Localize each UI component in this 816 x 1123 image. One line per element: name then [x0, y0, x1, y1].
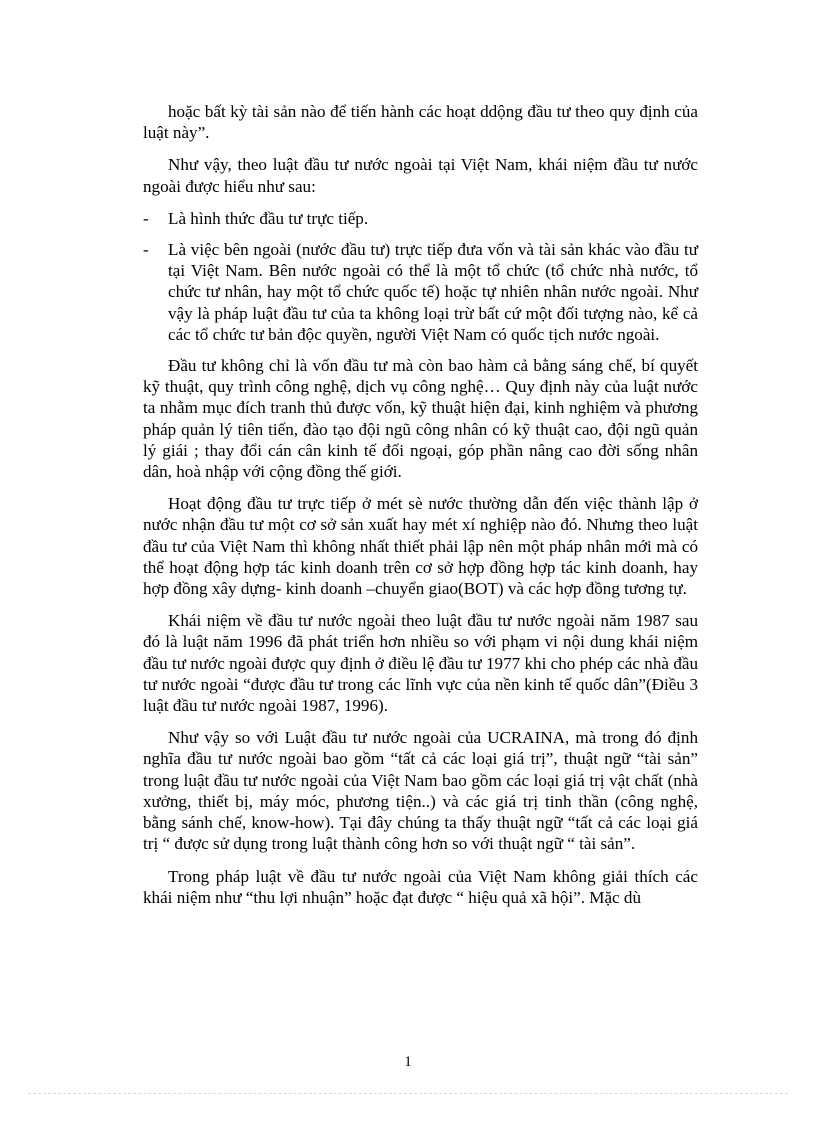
list-item-text: Là việc bên ngoài (nước đầu tư) trực tiếp đưa vốn và tài sản khác vào đầu tư tại Việt Nam. Bên nước ngoài có thể là một tổ chức (tổ chức nhà nước, tổ chức tư nhân, hay một tổ chức quốc tế) hoặc tự nhiên nhân nước ngoài. Như vậy là pháp luật đầu tư của ta không loại trừ bất cứ một đối tượng nào, kể cả các tổ chức tư bản độc quyền, người Việt Nam có quốc tịch nước ngoài. [168, 240, 698, 344]
paragraph: hoặc bất kỳ tài sản nào để tiến hành các hoạt ddộng đầu tư theo quy định của luật này”. [143, 102, 698, 143]
list-marker: - [143, 208, 149, 228]
list-marker: - [143, 240, 149, 260]
list-item-text: Là hình thức đầu tư trực tiếp. [168, 208, 369, 228]
paragraph: Khái niệm về đầu tư nước ngoài theo luật đầu tư nước ngoài năm 1987 sau đó là luật năm 1996 đã phát triển hơn nhiều so với phạm vi nội dung khái niệm đầu tư nước ngoài được quy định ở điều lệ đầu tư 1977 khi cho phép các nhà đầu tư nước ngoài “được đầu tư trong các lĩnh vực của nền kinh tế quốc dân”(Điều 3 luật đầu tư nước ngoài 1987, 1996). [143, 611, 698, 716]
paragraph: Hoạt động đầu tư trực tiếp ở mét sè nước thường dẫn đến việc thành lập ở nước nhận đầu tư một cơ sở sản xuất hay mét xí nghiệp nào đó. Nhưng theo luật đầu tư của Việt Nam thì không nhất thiết phải lập nên một pháp nhân mới mà có thể hoạt động hợp tác kinh doanh trên cơ sở hợp đồng hợp tác kinh doanh, hay hợp đồng xây dựng- kinh doanh –chuyển giao(BOT) và các hợp đồng tương tự. [143, 494, 698, 599]
paragraph: Như vậy so với Luật đầu tư nước ngoài của UCRAINA, mà trong đó định nghĩa đầu tư nước ngoài bao gồm “tất cả các loại giá trị”, thuật ngữ “tài sản” trong luật đầu tư nước ngoài của Việt Nam bao gồm các loại giá trị vật chất (nhà xưởng, thiết bị, máy móc, phương tiện..) và các giá trị tinh thần (công nghệ, bằng sánh chế, know-how). Tại đây chúng ta thấy thuật ngữ “tất cả các loại giá trị “ được sử dụng trong luật thành công hơn so với thuật ngữ “ tài sản”. [143, 728, 698, 854]
document-body [143, 101, 698, 919]
list-item [143, 208, 698, 229]
paragraph: Như vậy, theo luật đầu tư nước ngoài tại Việt Nam, khái niệm đầu tư nước ngoài được hiểu như sau: [143, 155, 698, 196]
bullet-list [143, 208, 698, 345]
page-number: 1 [404, 1054, 412, 1070]
paragraph: Đầu tư không chỉ là vốn đầu tư mà còn bao hàm cả bằng sáng chế, bí quyết kỹ thuật, quy trình công nghệ, dịch vụ công nghệ… Quy định này của luật nước ta nhằm mục đích tranh thủ được vốn, kỹ thuật hiện đại, kinh nghiệm và phương pháp quản lý tiên tiến, đào tạo đội ngũ công nhân có kỹ thuật cao, đội ngũ quản lý giái ; thay đổi cán cân kinh tế đối ngoại, góp phần nâng cao đời sống nhân dân, hoà nhập với cộng đồng thế giới. [143, 356, 698, 482]
paragraph: Trong pháp luật về đầu tư nước ngoài của Việt Nam không giải thích các khái niệm như “thu lợi nhuận” hoặc đạt được “ hiệu quả xã hội”. Mặc dù [143, 866, 698, 907]
page-bottom-divider [28, 1093, 788, 1094]
list-item [143, 239, 698, 345]
